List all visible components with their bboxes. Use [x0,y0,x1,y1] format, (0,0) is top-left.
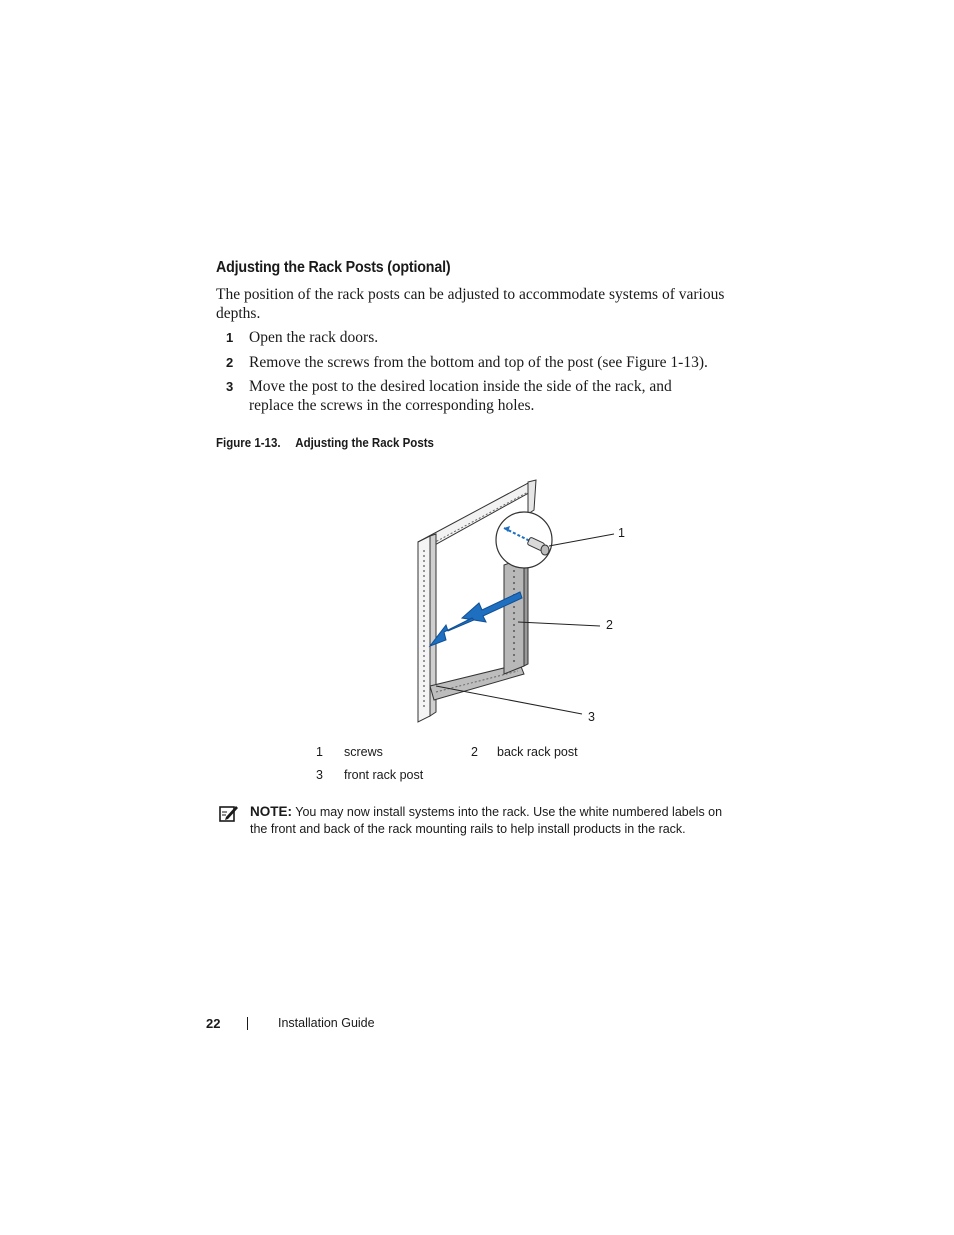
callout-2: 2 [606,618,613,632]
step-number: 1 [226,330,234,345]
callout-line-3 [436,686,582,714]
intro-paragraph: The position of the rack posts can be adjusted to accommodate systems of various depths. [216,286,725,322]
figure-caption [216,436,434,450]
front-rack-post [418,536,430,722]
step-number: 2 [226,354,234,370]
step-number: 3 [226,379,234,394]
note-label: NOTE: [250,804,292,819]
legend-label: back rack post [497,745,578,759]
legend-num: 1 [316,745,323,759]
back-rack-post [504,558,524,674]
callout-line-2 [518,622,600,626]
section-heading: Adjusting the Rack Posts (optional) [216,259,451,276]
screw-detail-circle [496,512,552,568]
step-item [216,354,776,373]
legend-label: screws [344,745,383,759]
footer-title: Installation Guide [278,1016,375,1030]
step-text: Open the rack doors. [249,329,379,346]
step-item [216,378,776,415]
note-text: You may now install systems into the rack. Use the white numbered labels on the front and back of the rack mounting rails to help install products in the rack. [250,805,723,836]
move-arrow-left [430,618,474,646]
step-item [216,329,776,348]
note-pencil-icon [219,804,239,822]
note-text-block [250,803,730,838]
step-text: Remove the screws from the bottom and top of the post (see Figure 1-13). [249,353,708,371]
callout-3: 3 [588,710,595,724]
legend-label: front rack post [344,768,424,782]
page-number: 22 [206,1016,221,1031]
legend-num: 3 [316,768,323,782]
rack-post-drawing [400,470,640,730]
legend-num: 2 [471,745,478,759]
callout-1: 1 [618,526,625,540]
footer-divider [247,1017,248,1030]
figure-number: Figure 1-13. [216,436,281,450]
callout-line-1 [549,534,614,546]
figure-title: Adjusting the Rack Posts [295,436,434,450]
rack-post-illustration [400,470,640,730]
step-text: Move the post to the desired location inside the side of the rack, and replace the screws in the corresponding holes. [249,378,672,414]
steps-list [216,329,776,421]
